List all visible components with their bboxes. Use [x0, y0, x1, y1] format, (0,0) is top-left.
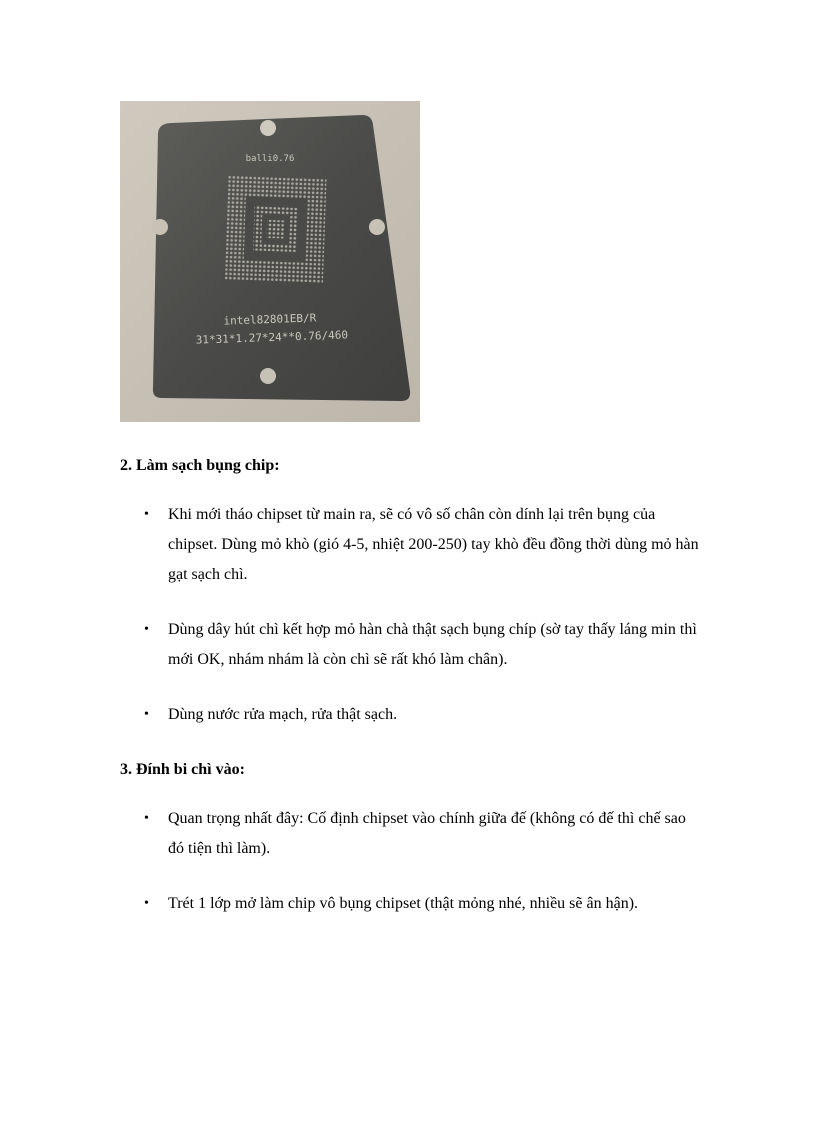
section-attach-balls-list	[120, 804, 700, 919]
stencil-hole-bottom	[260, 368, 276, 384]
list-item: • Quan trọng nhất đây: Cố định chipset vào chính giữa đế (không có đế thì chế sao đó tiện thì làm).	[120, 804, 700, 864]
section-clean-chip-list	[120, 500, 700, 730]
stencil-hole-right	[369, 219, 385, 235]
stencil-hole-left	[152, 219, 168, 235]
section-heading-attach-balls: 3. Đính bi chì vào:	[120, 761, 245, 778]
list-item: • Dùng dây hút chì kết hợp mỏ hàn chà thật sạch bụng chíp (sờ tay thấy láng min thì mới OK, nhám nhám là còn chì sẽ rất khó làm chân).	[120, 615, 700, 675]
section-heading-clean-chip: 2. Làm sạch bụng chip:	[120, 457, 280, 474]
bga-stencil-photo	[120, 101, 420, 422]
stencil-label-line2: 31*31*1.27*24**0.76/460	[195, 328, 349, 347]
list-item: • Khi mới tháo chipset từ main ra, sẽ có vô số chân còn dính lại trên bụng của chipset. Dùng mỏ khò (gió 4-5, nhiệt 200-250) tay khò đều đồng thời dùng mỏ hàn gạt sạch chì.	[120, 500, 700, 590]
list-item: • Dùng nước rửa mạch, rửa thật sạch.	[120, 700, 700, 730]
list-item: • Trét 1 lớp mở làm chip vô bụng chipset (thật mỏng nhé, nhiều sẽ ân hận).	[120, 889, 700, 919]
stencil-label-top: balli0.76	[245, 154, 295, 164]
stencil-hole-top	[260, 120, 276, 136]
stencil-label-line1: intel82801EB/R	[223, 311, 317, 328]
